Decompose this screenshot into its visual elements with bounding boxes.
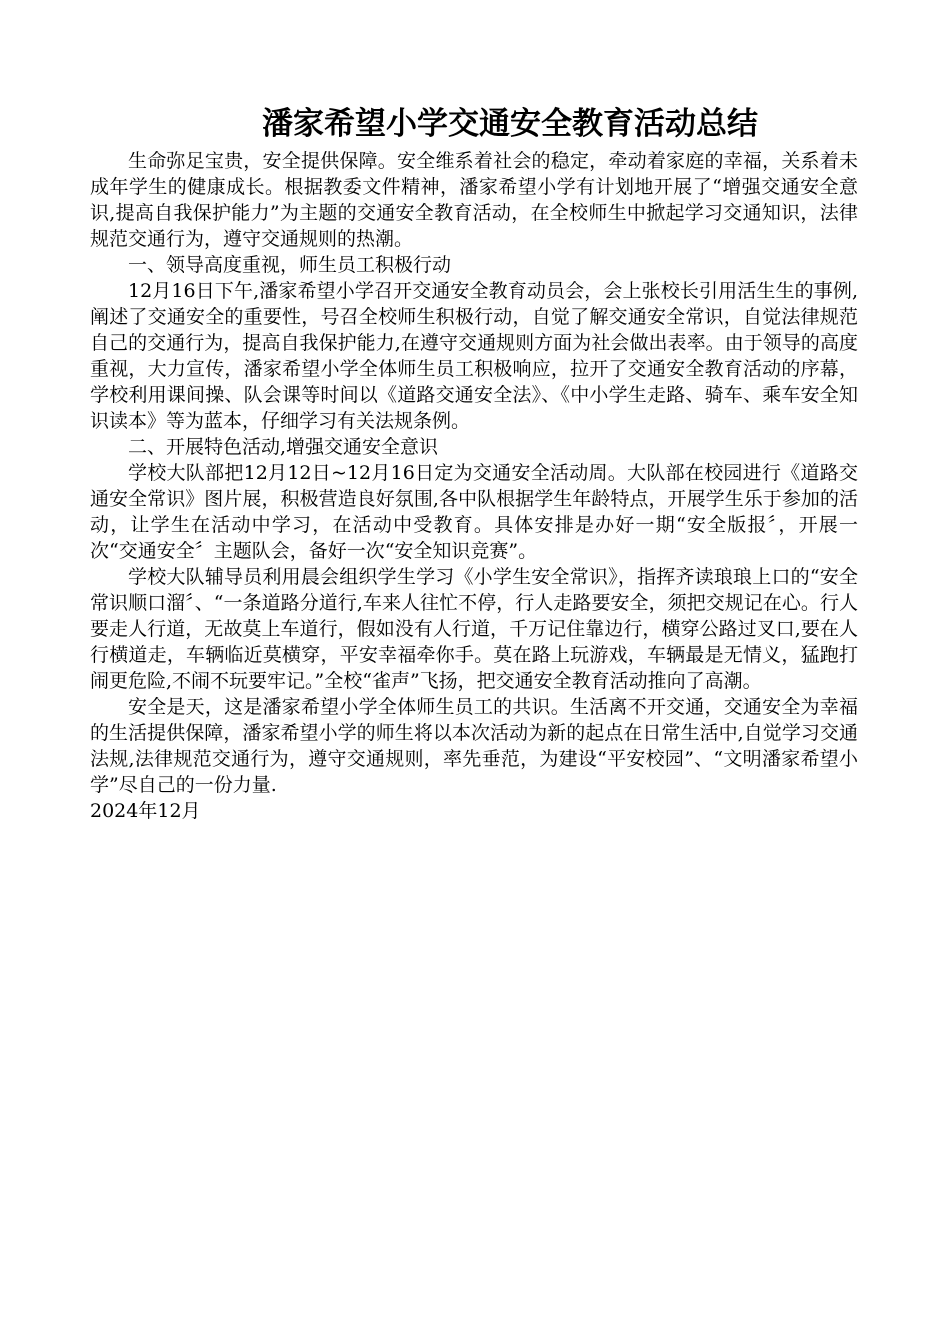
- document-body: [90, 148, 858, 824]
- document-title: 潘家希望小学交通安全教育活动总结: [262, 106, 758, 142]
- paragraph-intro: 生命弥足宝贵，安全提供保障。安全维系着社会的稳定，牵动着家庭的幸福，关系着未成年学生的健康成长。根据教委文件精神，潘家希望小学有计划地开展了“增强交通安全意识,提高自我保护能力”为主题的交通安全教育活动，在全校师生中掀起学习交通知识，法律规范交通行为，遵守交通规则的热潮。: [90, 150, 858, 250]
- paragraph-section-2a: 学校大队部把12月12日~12月16日定为交通安全活动周。大队部在校园进行《道路交通安全常识》图片展，积极营造良好氛围,各中队根据学生年龄特点，开展学生乐于参加的活动，让学生在活动中学习，在活动中受教育。具体安排是办好一期“安全版报〞，开展一次“交通安全〞主题队会，备好一次“安全知识竞赛”。: [90, 462, 858, 562]
- section-heading-1: 一、领导高度重视，师生员工积极行动: [128, 254, 452, 276]
- paragraph-conclusion: 安全是天，这是潘家希望小学全体师生员工的共识。生活离不开交通，交通安全为幸福的生活提供保障，潘家希望小学的师生将以本次活动为新的起点在日常生活中,自觉学习交通法规,法律规范交通行为，遵守交通规则，率先垂范，为建设“平安校园”、“文明潘家希望小学”尽自己的一份力量.: [90, 696, 858, 796]
- paragraph-section-1: 12月16日下午,潘家希望小学召开交通安全教育动员会，会上张校长引用活生生的事例,阐述了交通安全的重要性，号召全校师生积极行动，自觉了解交通安全常识，自觉法律规范自己的交通行为，提高自我保护能力,在遵守交通规则方面为社会做出表率。由于领导的高度重视，大力宣传，潘家希望小学全体师生员工积极响应，拉开了交通安全教育活动的序幕，学校利用课间操、队会课等时间以《道路交通安全法》、《中小学生走路、骑车、乘车安全知识读本》等为蓝本，仔细学习有关法规条例。: [90, 280, 858, 432]
- section-heading-2: 二、开展特色活动,增强交通安全意识: [128, 436, 439, 458]
- paragraph-section-2b: 学校大队辅导员利用晨会组织学生学习《小学生安全常识》，指挥齐读琅琅上口的“安全常识顺口溜〞、“一条道路分道行,车来人往忙不停，行人走路要安全，须把交规记在心。行人要走人行道，无故莫上车道行，假如没有人行道，千万记住靠边行，横穿公路过叉口,要在人行横道走，车辆临近莫横穿，平安幸福牵你手。莫在路上玩游戏，车辆最是无情义，猛跑打闹更危险,不闹不玩要牢记。”全校“雀声”飞扬，把交通安全教育活动推向了高潮。: [90, 566, 858, 692]
- document-date: 2024年12月: [90, 800, 201, 822]
